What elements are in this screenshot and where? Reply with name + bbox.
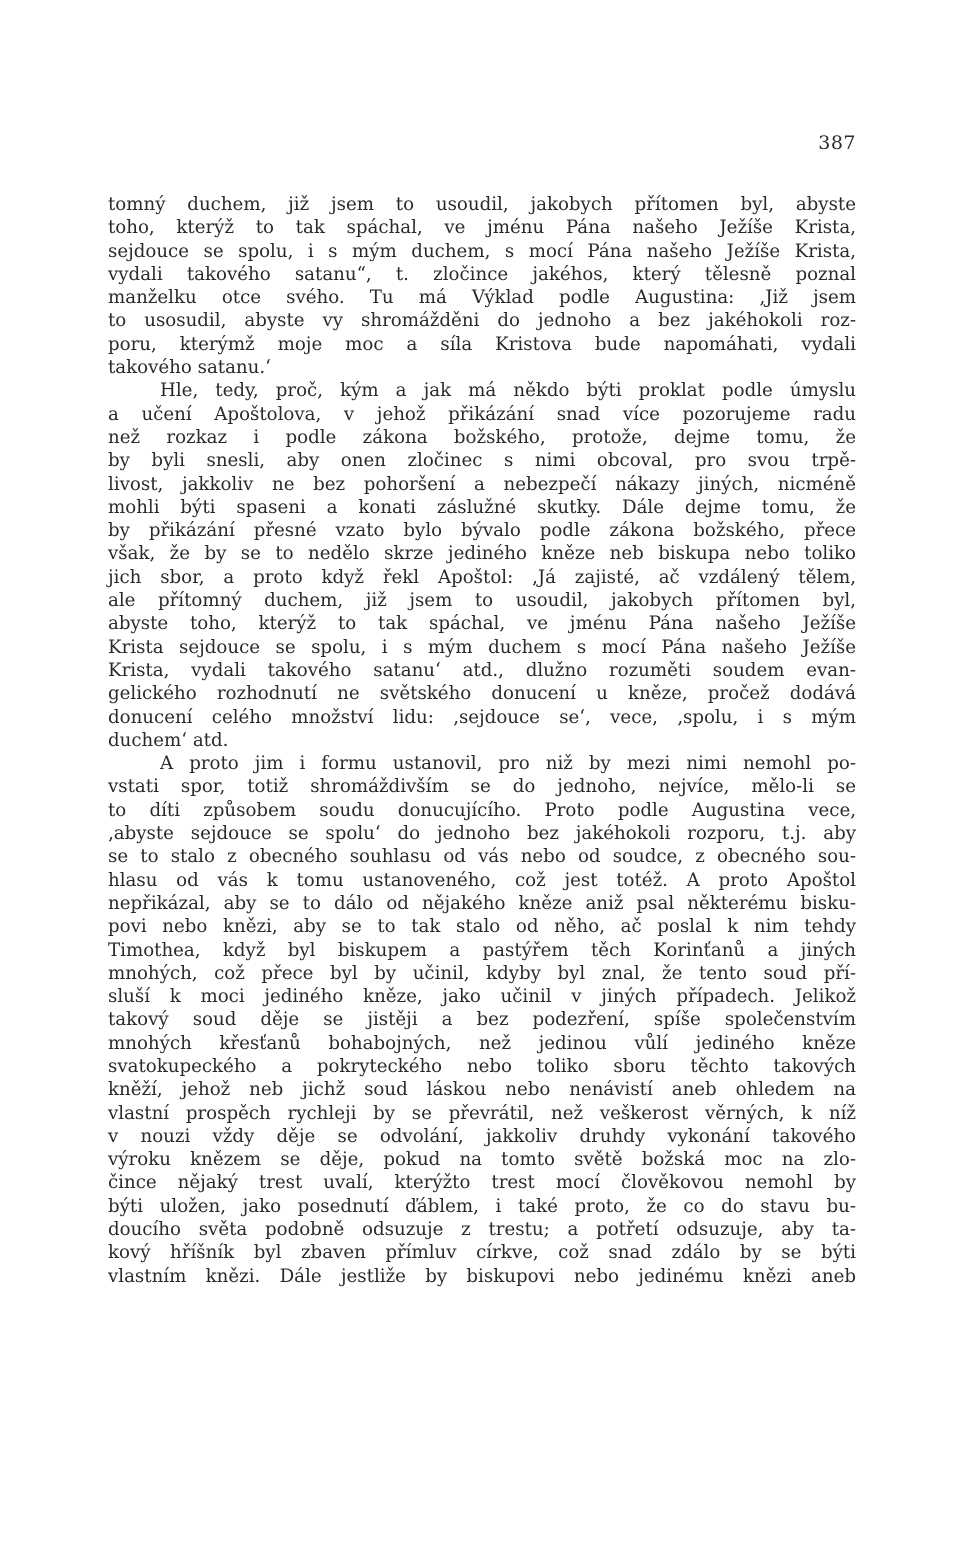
text-line: by byli snesli, aby onen zločinec s nimi obcoval, pro svou trpě- <box>108 450 856 472</box>
text-line: Hle, tedy, proč, kým a jak má někdo býti proklat podle úmyslu <box>160 380 856 402</box>
text-line: to usosudil, abyste vy shromážděni do jednoho a bez jakéhokoli roz- <box>108 310 856 332</box>
text-line: ale přítomný duchem, již jsem to usoudil, jakobych přítomen byl, <box>108 590 856 612</box>
text-line: vlastní prospěch rychleji by se převrátil, než veškerost věrných, k níž <box>108 1102 856 1124</box>
text-line: býti uložen, jako posednutí ďáblem, i také proto, že co do stavu bu- <box>108 1195 856 1217</box>
text-line: livost, jakkoliv ne bez pohoršení a nebezpečí nákazy jiných, nicméně <box>108 473 856 495</box>
text-line: doucího světa podobně odsuzuje z trestu; a potřetí odsuzuje, aby ta- <box>108 1219 856 1241</box>
text-line: kový hříšník byl zbaven přímluv církve, což snad zdálo by se býti <box>108 1242 856 1264</box>
text-line: sluší k moci jediného kněze, jako učinil v jiných případech. Jelikož <box>108 986 856 1008</box>
text-line: mnohých, což přece byl by učinil, kdyby byl znal, že tento soud pří- <box>108 962 856 984</box>
page-number: 387 <box>818 132 856 154</box>
text-line: mohli býti spaseni a konati záslužné skutky. Dále dejme tomu, že <box>108 496 856 518</box>
text-line: než rozkaz i podle zákona božského, protože, dejme tomu, že <box>108 426 856 448</box>
text-line: výroku knězem se děje, pokud na tomto světě božská moc na zlo- <box>108 1149 856 1171</box>
text-line: takový soud děje se jistěji a bez podezření, spíše společenstvím <box>108 1009 856 1031</box>
text-line: povi nebo knězi, aby se to tak stalo od něho, ač poslal k nim tehdy <box>108 916 856 938</box>
text-line: A proto jim i formu ustanovil, pro niž by mezi nimi nemohl po- <box>160 753 856 775</box>
text-line: by přikázání přesné vzato bylo bývalo podle zákona božského, přece <box>108 520 856 542</box>
text-line: vlastním knězi. Dále jestliže by biskupovi nebo jedinému knězi aneb <box>108 1265 856 1287</box>
text-line: takového satanu.‘ <box>108 357 271 379</box>
text-line: gelického rozhodnutí ne světského donucení u kněze, pročež dodává <box>108 683 856 705</box>
text-line: nepřikázal, aby se to dálo od nějakého kněze aniž psal některému bisku- <box>108 892 856 914</box>
text-line: vydali takového satanu“, t. zločince jakéhos, který tělesně poznal <box>108 263 856 285</box>
text-line: ‚abyste sejdouce se spolu‘ do jednoho bez jakéhokoli rozporu, t.j. aby <box>108 823 856 845</box>
text-line: a učení Apoštolova, v jehož přikázání snad více pozorujeme radu <box>108 403 856 425</box>
text-line: manželku otce svého. Tu má Výklad podle Augustina: ‚Již jsem <box>108 287 856 309</box>
text-line: čince nějaký trest uvalí, kterýžto trest mocí člověkovou nemohl by <box>108 1172 856 1194</box>
text-line: mnohých křesťanů bohabojných, než jedinou vůlí jediného kněze <box>108 1032 856 1054</box>
text-line: sejdouce se spolu, i s mým duchem, s mocí Pána našeho Ježíše Krista, <box>108 240 856 262</box>
text-line: tomný duchem, již jsem to usoudil, jakobych přítomen byl, abyste <box>108 194 856 215</box>
text-line: kněží, jehož neb jichž soud láskou nebo nenávistí aneb ohledem na <box>108 1079 856 1101</box>
text-line: Krista, vydali takového satanu‘ atd., dlužno rozuměti soudem evan- <box>108 659 856 681</box>
text-line: donucení celého množství lidu: ‚sejdouce se‘, vece, ‚spolu, i s mým <box>108 706 856 728</box>
text-line: poru, kterýmž moje moc a síla Kristova bude napomáhati, vydali <box>108 333 856 355</box>
text-line: Krista sejdouce se spolu, i s mým duchem s mocí Pána našeho Ježíše <box>108 636 856 658</box>
text-line: toho, kterýž to tak spáchal, ve jménu Pána našeho Ježíše Krista, <box>108 217 856 239</box>
text-line: se to stalo z obecného souhlasu od vás nebo od soudce, z obecného sou- <box>108 846 856 868</box>
text-line: vstati spor, totiž shromáždivším se do jednoho, nejvíce, mělo-li se <box>108 776 856 798</box>
text-line: abyste toho, kterýž to tak spáchal, ve jménu Pána našeho Ježíše <box>108 613 856 635</box>
text-line: to díti způsobem soudu donucujícího. Proto podle Augustina vece, <box>108 799 856 821</box>
text-line: Timothea, když byl biskupem a pastýřem těch Korinťanů a jiných <box>108 939 856 961</box>
text-line: však, že by se to nedělo skrze jediného kněze neb biskupa nebo toliko <box>108 543 856 565</box>
body-text <box>108 193 856 1288</box>
text-line: hlasu od vás k tomu ustanoveného, což jest totéž. A proto Apoštol <box>108 869 856 891</box>
text-line: jich sbor, a proto když řekl Apoštol: ‚Já zajisté, ač vzdálený tělem, <box>108 566 856 588</box>
text-line: v nouzi vždy děje se odvolání, jakkoliv druhdy vykonání takového <box>108 1125 856 1147</box>
text-line: duchem‘ atd. <box>108 729 229 751</box>
text-line: svatokupeckého a pokryteckého nebo toliko sboru těchto takových <box>108 1055 856 1077</box>
